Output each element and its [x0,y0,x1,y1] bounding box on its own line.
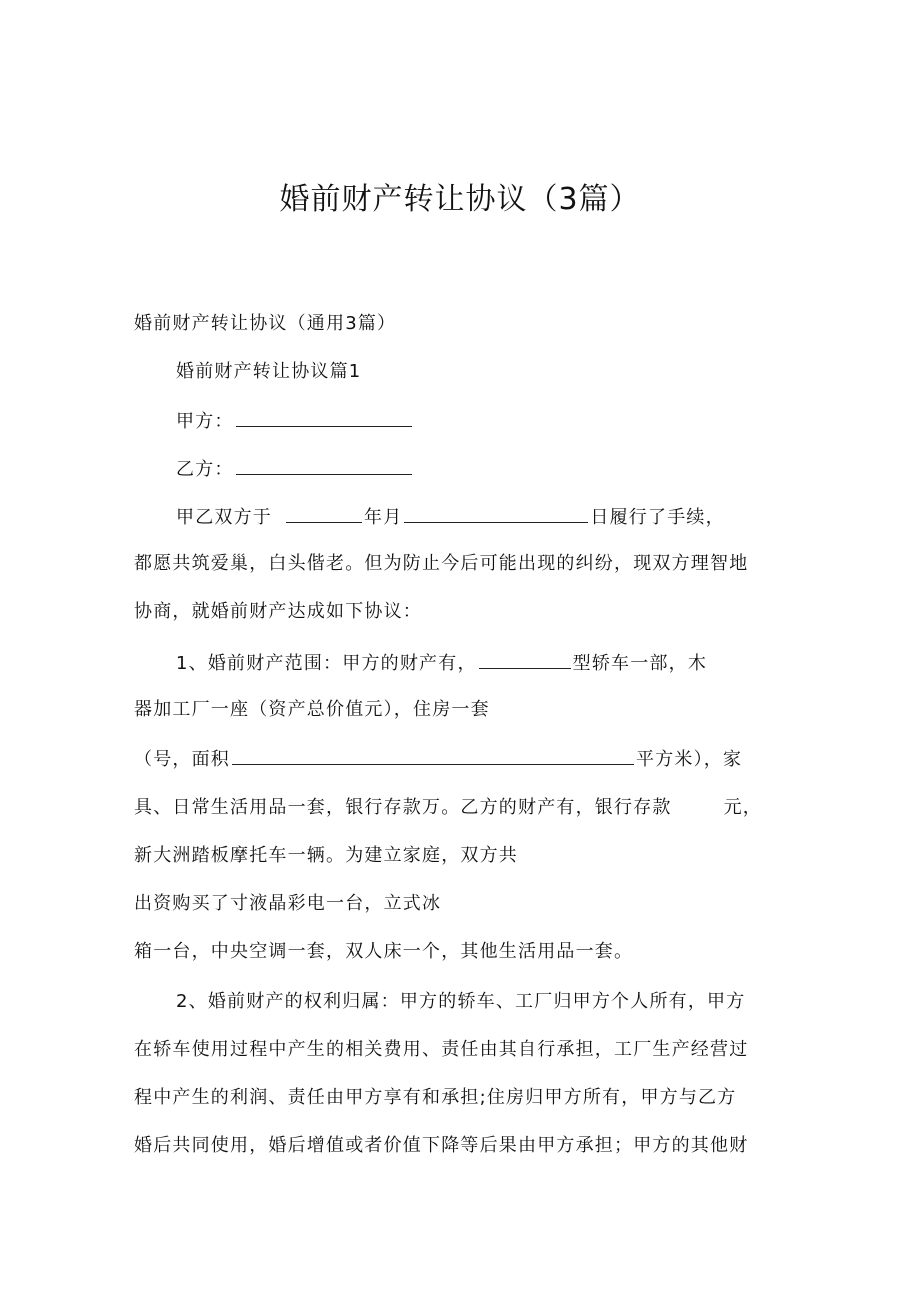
clause1-text-start: 1、婚前财产范围：甲方的财产有， [176,653,477,674]
clause1-line3-start: （号，面积 [134,749,230,770]
clause1-line-3 [134,746,742,772]
clause2-line-4: 婚后共同使用，婚后增值或者价值下降等后果由甲方承担；甲方的其他财 [134,1135,749,1156]
date-blank-day [404,504,588,523]
car-model-blank [479,650,571,669]
clause1-line-2: 器加工厂一座（资产总价值元），住房一套 [134,699,490,720]
section-heading: 婚前财产转让协议篇1 [176,361,362,382]
document-title: 婚前财产转让协议（3篇） [279,182,641,218]
clause1-line4-end: 元， [723,797,763,818]
party-b-label: 乙方： [176,459,234,480]
party-a-blank [236,408,412,427]
party-b-blank [236,456,412,475]
party-b-line [176,456,414,482]
intro-line-1 [176,504,725,530]
clause1-line-5: 新大洲踏板摩托车一辆。为建立家庭，双方共 [134,845,518,866]
area-blank [232,746,634,765]
party-a-label: 甲方： [176,411,234,432]
intro-line-2: 都愿共筑爱巢，白头偕老。但为防止今后可能出现的纠纷，现双方理智地 [134,553,749,574]
intro-line-3: 协商，就婚前财产达成如下协议： [134,601,422,622]
clause1-line4-start: 具、日常生活用品一套，银行存款万。乙方的财产有，银行存款 [134,797,672,818]
intro-text-year: 年月 [364,507,403,528]
clause2-line-3: 程中产生的利润、责任由甲方享有和承担;住房归甲方所有，甲方与乙方 [134,1087,737,1108]
intro-text-start: 甲乙双方于 [176,507,272,528]
date-blank-year [286,504,362,523]
clause1-text-end: 型轿车一部，木 [572,653,708,674]
clause1-line-4 [134,796,762,820]
clause1-line-7: 箱一台，中央空调一套，双人床一个，其他生活用品一套。 [134,941,634,962]
clause1-line-6: 出资购买了寸液晶彩电一台，立式冰 [134,893,442,914]
intro-text-end: 日履行了手续， [590,507,725,528]
clause1-line3-end: 平方米），家 [636,749,743,770]
clause1-line-1 [176,650,707,676]
clause2-line-2: 在轿车使用过程中产生的相关费用、责任由其自行承担，工厂生产经营过 [134,1039,749,1060]
document-subtitle: 婚前财产转让协议（通用3篇） [134,313,397,334]
party-a-line [176,408,414,434]
clause2-line-1: 2、婚前财产的权利归属：甲方的轿车、工厂归甲方个人所有，甲方 [176,991,746,1012]
